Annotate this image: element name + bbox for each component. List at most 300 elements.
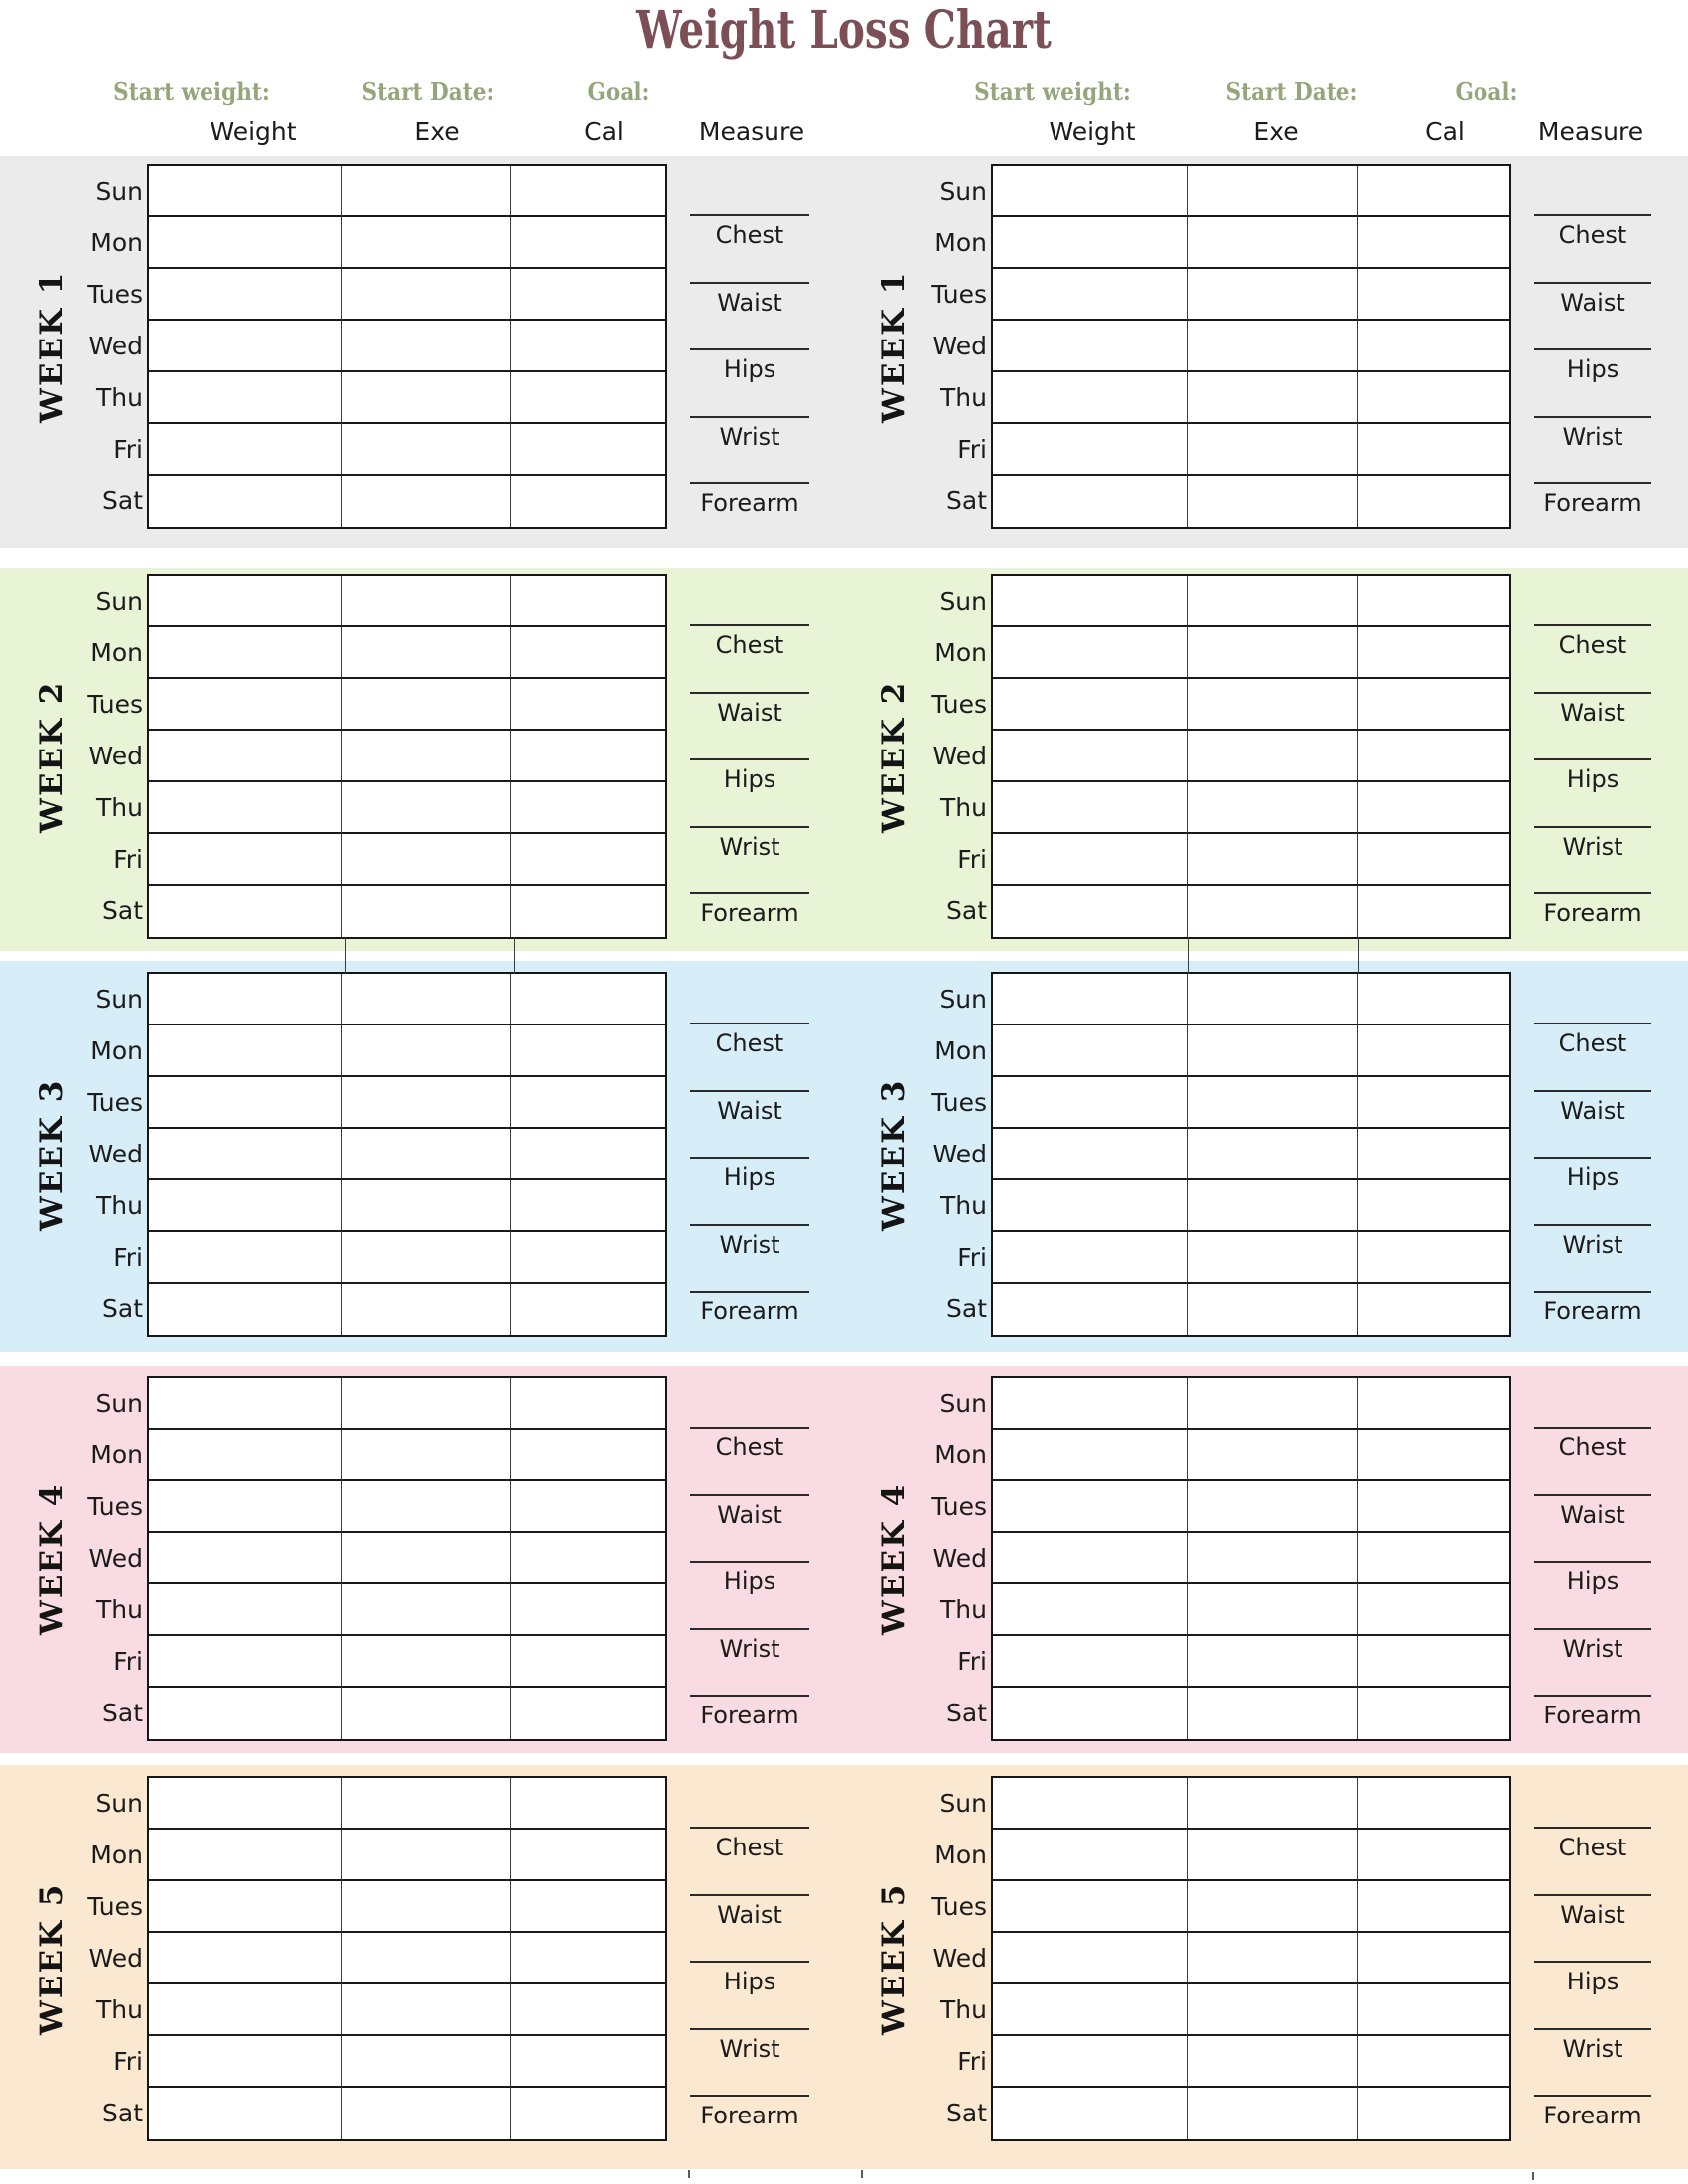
day-label-left: Sat — [102, 2099, 143, 2127]
entry-cell-weight[interactable] — [149, 1830, 342, 1881]
entry-cell-exe[interactable] — [1188, 166, 1358, 217]
entry-cell-cal[interactable] — [511, 974, 665, 1025]
entry-cell-cal[interactable] — [511, 679, 665, 731]
entry-cell-cal[interactable] — [1358, 886, 1510, 937]
entry-cell-exe[interactable] — [342, 1232, 511, 1284]
entry-cell-exe[interactable] — [1188, 1688, 1358, 1739]
entry-cell-cal[interactable] — [511, 834, 665, 886]
entry-cell-exe[interactable] — [1188, 1180, 1358, 1232]
entry-cell-exe[interactable] — [342, 2036, 511, 2088]
entry-cell-cal[interactable] — [1358, 2036, 1510, 2088]
entry-cell-exe[interactable] — [1188, 731, 1358, 782]
measure-line-right[interactable] — [1534, 624, 1651, 626]
measure-line-right[interactable] — [1534, 758, 1651, 760]
entry-cell-weight[interactable] — [993, 1533, 1188, 1584]
entry-cell-exe[interactable] — [1188, 627, 1358, 679]
entry-cell-weight[interactable] — [993, 321, 1188, 372]
week-5-label-right: WEEK 5 — [876, 1882, 912, 2035]
week-4-band — [0, 1366, 1688, 1753]
measure-line-right[interactable] — [1534, 282, 1651, 284]
entry-cell-exe[interactable] — [342, 974, 511, 1025]
entry-cell-weight[interactable] — [149, 1284, 342, 1335]
measure-label-right: Forearm — [1543, 1297, 1642, 1325]
entry-cell-cal[interactable] — [511, 1232, 665, 1284]
entry-cell-cal[interactable] — [1358, 679, 1510, 731]
entry-cell-weight[interactable] — [149, 1430, 342, 1481]
entry-cell-weight[interactable] — [149, 1984, 342, 2036]
entry-cell-exe[interactable] — [1188, 1984, 1358, 2036]
entry-cell-cal[interactable] — [511, 372, 665, 424]
entry-cell-cal[interactable] — [511, 782, 665, 834]
entry-cell-exe[interactable] — [1188, 269, 1358, 321]
entry-cell-exe[interactable] — [1188, 2088, 1358, 2139]
entry-cell-cal[interactable] — [511, 166, 665, 217]
entry-cell-cal[interactable] — [1358, 2088, 1510, 2139]
entry-cell-weight[interactable] — [993, 1180, 1188, 1232]
entry-cell-cal[interactable] — [1358, 1584, 1510, 1636]
entry-cell-cal[interactable] — [1358, 1180, 1510, 1232]
entry-cell-exe[interactable] — [342, 269, 511, 321]
entry-cell-cal[interactable] — [1358, 269, 1510, 321]
entry-cell-weight[interactable] — [149, 1129, 342, 1180]
entry-cell-cal[interactable] — [511, 1881, 665, 1933]
measure-line-left[interactable] — [690, 1023, 809, 1024]
measure-line-left[interactable] — [690, 1961, 809, 1963]
entry-cell-cal[interactable] — [511, 1481, 665, 1533]
entry-cell-cal[interactable] — [511, 2088, 665, 2139]
day-label-left: Fri — [113, 845, 143, 874]
measure-line-right[interactable] — [1534, 1894, 1651, 1896]
measure-line-left[interactable] — [690, 2028, 809, 2030]
entry-cell-weight[interactable] — [149, 627, 342, 679]
entry-cell-weight[interactable] — [149, 1636, 342, 1688]
entry-cell-cal[interactable] — [511, 731, 665, 782]
entry-cell-exe[interactable] — [1188, 679, 1358, 731]
entry-cell-weight[interactable] — [149, 321, 342, 372]
measure-line-left[interactable] — [690, 1695, 809, 1697]
entry-cell-cal[interactable] — [511, 1430, 665, 1481]
measure-line-left[interactable] — [690, 416, 809, 418]
entry-cell-exe[interactable] — [1188, 1284, 1358, 1335]
entry-cell-exe[interactable] — [342, 576, 511, 627]
day-label-left: Thu — [96, 1995, 143, 2024]
measure-line-right[interactable] — [1534, 1090, 1651, 1092]
entry-cell-weight[interactable] — [149, 576, 342, 627]
measure-label-left: Forearm — [700, 489, 799, 517]
day-label-right: Sun — [939, 1389, 987, 1418]
entry-cell-weight[interactable] — [149, 731, 342, 782]
measure-line-left[interactable] — [690, 758, 809, 760]
entry-cell-exe[interactable] — [1188, 782, 1358, 834]
entry-cell-exe[interactable] — [342, 1378, 511, 1430]
day-label-right: Thu — [940, 383, 987, 412]
entry-cell-weight[interactable] — [149, 476, 342, 527]
day-label-right: Mon — [934, 1036, 987, 1065]
day-label-right: Mon — [934, 1440, 987, 1469]
entry-cell-cal[interactable] — [1358, 1778, 1510, 1830]
entry-cell-weight[interactable] — [993, 372, 1188, 424]
entry-cell-cal[interactable] — [511, 1984, 665, 2036]
entry-cell-weight[interactable] — [149, 834, 342, 886]
entry-cell-exe[interactable] — [342, 834, 511, 886]
measure-line-left[interactable] — [690, 692, 809, 694]
entry-cell-weight[interactable] — [149, 886, 342, 937]
measure-line-right[interactable] — [1534, 2095, 1651, 2097]
measure-line-right[interactable] — [1534, 1695, 1651, 1697]
measure-line-right[interactable] — [1534, 1291, 1651, 1293]
entry-cell-exe[interactable] — [342, 1430, 511, 1481]
entry-cell-weight[interactable] — [993, 886, 1188, 937]
measure-line-right[interactable] — [1534, 1827, 1651, 1829]
entry-cell-weight[interactable] — [149, 1180, 342, 1232]
entry-cell-exe[interactable] — [1188, 1025, 1358, 1077]
measure-line-right[interactable] — [1534, 1224, 1651, 1226]
entry-cell-cal[interactable] — [511, 1025, 665, 1077]
day-label-left: Wed — [88, 1140, 143, 1168]
entry-cell-weight[interactable] — [993, 731, 1188, 782]
entry-cell-cal[interactable] — [511, 2036, 665, 2088]
entry-cell-exe[interactable] — [1188, 1933, 1358, 1984]
entry-cell-exe[interactable] — [1188, 1129, 1358, 1180]
day-label-left: Fri — [113, 1243, 143, 1272]
entry-cell-cal[interactable] — [1358, 1933, 1510, 1984]
day-label-right: Wed — [932, 742, 987, 770]
entry-cell-exe[interactable] — [1188, 1636, 1358, 1688]
measure-label-right: Waist — [1560, 1097, 1625, 1125]
entry-cell-weight[interactable] — [993, 217, 1188, 269]
entry-cell-exe[interactable] — [1188, 217, 1358, 269]
entry-cell-exe[interactable] — [1188, 1378, 1358, 1430]
entry-cell-cal[interactable] — [1358, 1378, 1510, 1430]
entry-cell-weight[interactable] — [993, 782, 1188, 834]
entry-cell-exe[interactable] — [342, 1584, 511, 1636]
day-label-right: Sun — [939, 587, 987, 615]
entry-cell-weight[interactable] — [149, 1881, 342, 1933]
entry-cell-weight[interactable] — [993, 1984, 1188, 2036]
entry-cell-weight[interactable] — [993, 1481, 1188, 1533]
entry-cell-exe[interactable] — [342, 1129, 511, 1180]
measure-line-right[interactable] — [1534, 1494, 1651, 1496]
entry-cell-weight[interactable] — [993, 679, 1188, 731]
col-header-measure-right: Measure — [1537, 117, 1644, 146]
entry-cell-exe[interactable] — [1188, 1881, 1358, 1933]
entry-cell-exe[interactable] — [1188, 321, 1358, 372]
entry-cell-weight[interactable] — [993, 1830, 1188, 1881]
entry-cell-exe[interactable] — [342, 1933, 511, 1984]
measure-line-left[interactable] — [690, 892, 809, 894]
entry-cell-cal[interactable] — [1358, 1881, 1510, 1933]
measure-line-left[interactable] — [690, 1090, 809, 1092]
entry-cell-cal[interactable] — [1358, 424, 1510, 476]
entry-cell-weight[interactable] — [149, 424, 342, 476]
entry-cell-weight[interactable] — [993, 269, 1188, 321]
entry-cell-weight[interactable] — [149, 1688, 342, 1739]
measure-line-left[interactable] — [690, 1894, 809, 1896]
entry-cell-weight[interactable] — [993, 424, 1188, 476]
entry-cell-exe[interactable] — [1188, 1077, 1358, 1129]
day-label-right: Thu — [940, 1595, 987, 1624]
entry-cell-cal[interactable] — [511, 1830, 665, 1881]
measure-line-left[interactable] — [690, 1427, 809, 1429]
measure-line-right[interactable] — [1534, 1628, 1651, 1630]
entry-cell-weight[interactable] — [149, 217, 342, 269]
entry-cell-weight[interactable] — [149, 1077, 342, 1129]
entry-cell-weight[interactable] — [993, 1584, 1188, 1636]
entry-cell-weight[interactable] — [149, 974, 342, 1025]
measure-line-right[interactable] — [1534, 2028, 1651, 2030]
entry-cell-cal[interactable] — [1358, 1025, 1510, 1077]
measure-line-left[interactable] — [690, 624, 809, 626]
start-date-label-left: Start Date: — [361, 77, 494, 106]
entry-cell-cal[interactable] — [1358, 782, 1510, 834]
entry-cell-exe[interactable] — [342, 1984, 511, 2036]
entry-cell-exe[interactable] — [342, 166, 511, 217]
entry-cell-exe[interactable] — [1188, 974, 1358, 1025]
entry-cell-exe[interactable] — [342, 424, 511, 476]
entry-cell-cal[interactable] — [1358, 1533, 1510, 1584]
day-label-right: Wed — [932, 1140, 987, 1168]
measure-label-right: Hips — [1566, 1568, 1619, 1595]
entry-cell-cal[interactable] — [511, 886, 665, 937]
entry-cell-cal[interactable] — [1358, 576, 1510, 627]
measure-label-right: Waist — [1560, 1501, 1625, 1529]
entry-cell-exe[interactable] — [1188, 424, 1358, 476]
entry-cell-weight[interactable] — [149, 782, 342, 834]
measure-label-right: Waist — [1560, 699, 1625, 727]
entry-cell-weight[interactable] — [993, 1077, 1188, 1129]
measure-line-left[interactable] — [690, 214, 809, 216]
entry-cell-cal[interactable] — [511, 1077, 665, 1129]
entry-cell-weight[interactable] — [993, 834, 1188, 886]
entry-cell-cal[interactable] — [1358, 476, 1510, 527]
measure-label-right: Chest — [1558, 631, 1627, 659]
entry-cell-weight[interactable] — [993, 1636, 1188, 1688]
entry-cell-cal[interactable] — [511, 1584, 665, 1636]
day-label-right: Thu — [940, 1995, 987, 2024]
entry-cell-weight[interactable] — [993, 1430, 1188, 1481]
measure-line-right[interactable] — [1534, 826, 1651, 828]
entry-cell-exe[interactable] — [1188, 2036, 1358, 2088]
entry-cell-weight[interactable] — [149, 166, 342, 217]
entry-cell-exe[interactable] — [1188, 476, 1358, 527]
entry-cell-cal[interactable] — [511, 1778, 665, 1830]
entry-cell-exe[interactable] — [1188, 1830, 1358, 1881]
measure-line-right[interactable] — [1534, 482, 1651, 484]
entry-cell-cal[interactable] — [1358, 834, 1510, 886]
measure-line-left[interactable] — [690, 2095, 809, 2097]
entry-cell-cal[interactable] — [1358, 217, 1510, 269]
entry-cell-cal[interactable] — [511, 476, 665, 527]
entry-cell-weight[interactable] — [993, 2036, 1188, 2088]
entry-cell-exe[interactable] — [342, 679, 511, 731]
week-3-label-left: WEEK 3 — [34, 1078, 70, 1231]
entry-cell-exe[interactable] — [342, 1636, 511, 1688]
entry-cell-weight[interactable] — [993, 627, 1188, 679]
day-label-right: Sat — [946, 486, 987, 515]
entry-cell-weight[interactable] — [149, 1533, 342, 1584]
measure-label-right: Hips — [1566, 765, 1619, 793]
entry-cell-weight[interactable] — [149, 2088, 342, 2139]
entry-cell-exe[interactable] — [342, 627, 511, 679]
entry-cell-weight[interactable] — [149, 1232, 342, 1284]
entry-cell-cal[interactable] — [511, 1533, 665, 1584]
entry-cell-cal[interactable] — [511, 424, 665, 476]
entry-cell-cal[interactable] — [1358, 166, 1510, 217]
entry-cell-cal[interactable] — [1358, 731, 1510, 782]
measure-line-left[interactable] — [690, 482, 809, 484]
measure-line-left[interactable] — [690, 1157, 809, 1159]
entry-cell-exe[interactable] — [1188, 1533, 1358, 1584]
measure-line-right[interactable] — [1534, 1157, 1651, 1159]
entry-cell-cal[interactable] — [1358, 1481, 1510, 1533]
entry-cell-exe[interactable] — [342, 731, 511, 782]
day-label-left: Mon — [90, 1440, 143, 1469]
entry-cell-cal[interactable] — [1358, 1688, 1510, 1739]
entry-cell-cal[interactable] — [511, 321, 665, 372]
measure-line-left[interactable] — [690, 1291, 809, 1293]
col-header-weight-right: Weight — [1049, 117, 1136, 146]
entry-cell-weight[interactable] — [993, 1129, 1188, 1180]
entry-cell-cal[interactable] — [511, 1933, 665, 1984]
measure-line-left[interactable] — [690, 348, 809, 350]
entry-cell-exe[interactable] — [342, 1284, 511, 1335]
entry-cell-exe[interactable] — [1188, 1232, 1358, 1284]
entry-cell-cal[interactable] — [511, 217, 665, 269]
week-5-band — [0, 1765, 1688, 2169]
week-1-table-right — [991, 164, 1511, 529]
entry-cell-cal[interactable] — [1358, 974, 1510, 1025]
measure-line-left[interactable] — [690, 1224, 809, 1226]
measure-line-left[interactable] — [690, 1827, 809, 1829]
entry-cell-cal[interactable] — [1358, 1830, 1510, 1881]
entry-cell-exe[interactable] — [342, 2088, 511, 2139]
entry-cell-exe[interactable] — [1188, 834, 1358, 886]
measure-line-right[interactable] — [1534, 214, 1651, 216]
measure-line-right[interactable] — [1534, 1427, 1651, 1429]
measure-line-left[interactable] — [690, 1561, 809, 1563]
entry-cell-exe[interactable] — [342, 321, 511, 372]
day-label-left: Sat — [102, 896, 143, 925]
entry-cell-weight[interactable] — [993, 1232, 1188, 1284]
column-divider-artifact — [1358, 937, 1359, 974]
entry-cell-weight[interactable] — [149, 269, 342, 321]
entry-cell-weight[interactable] — [993, 974, 1188, 1025]
measure-label-right: Waist — [1560, 289, 1625, 317]
entry-cell-exe[interactable] — [1188, 576, 1358, 627]
entry-cell-exe[interactable] — [342, 782, 511, 834]
measure-line-right[interactable] — [1534, 692, 1651, 694]
measure-line-right[interactable] — [1534, 1561, 1651, 1563]
entry-cell-cal[interactable] — [511, 1284, 665, 1335]
measure-label-right: Chest — [1558, 1029, 1627, 1057]
entry-cell-exe[interactable] — [1188, 1430, 1358, 1481]
entry-cell-weight[interactable] — [993, 1778, 1188, 1830]
entry-cell-cal[interactable] — [511, 1180, 665, 1232]
entry-cell-cal[interactable] — [1358, 1984, 1510, 2036]
entry-cell-cal[interactable] — [511, 1636, 665, 1688]
entry-cell-exe[interactable] — [1188, 1481, 1358, 1533]
entry-cell-cal[interactable] — [511, 627, 665, 679]
entry-cell-exe[interactable] — [342, 1180, 511, 1232]
entry-cell-weight[interactable] — [993, 576, 1188, 627]
entry-cell-weight[interactable] — [993, 1933, 1188, 1984]
measure-line-left[interactable] — [690, 1628, 809, 1630]
entry-cell-exe[interactable] — [1188, 1584, 1358, 1636]
entry-cell-weight[interactable] — [993, 1284, 1188, 1335]
day-label-left: Mon — [90, 1841, 143, 1869]
measure-line-left[interactable] — [690, 1494, 809, 1496]
entry-cell-weight[interactable] — [993, 476, 1188, 527]
entry-cell-exe[interactable] — [1188, 1778, 1358, 1830]
entry-cell-cal[interactable] — [511, 576, 665, 627]
entry-cell-exe[interactable] — [342, 1077, 511, 1129]
entry-cell-exe[interactable] — [342, 1830, 511, 1881]
entry-cell-cal[interactable] — [1358, 627, 1510, 679]
measure-line-left[interactable] — [690, 826, 809, 828]
entry-cell-exe[interactable] — [342, 886, 511, 937]
entry-cell-exe[interactable] — [342, 1025, 511, 1077]
entry-cell-exe[interactable] — [342, 1881, 511, 1933]
entry-cell-weight[interactable] — [149, 679, 342, 731]
day-label-right: Fri — [957, 1243, 987, 1272]
entry-cell-cal[interactable] — [1358, 1232, 1510, 1284]
entry-cell-weight[interactable] — [149, 372, 342, 424]
day-label-left: Wed — [88, 1544, 143, 1572]
entry-cell-cal[interactable] — [1358, 1077, 1510, 1129]
entry-cell-weight[interactable] — [993, 166, 1188, 217]
entry-cell-cal[interactable] — [1358, 1129, 1510, 1180]
entry-cell-cal[interactable] — [511, 269, 665, 321]
entry-cell-cal[interactable] — [1358, 1284, 1510, 1335]
entry-cell-weight[interactable] — [149, 2036, 342, 2088]
entry-cell-weight[interactable] — [149, 1933, 342, 1984]
entry-cell-cal[interactable] — [1358, 1636, 1510, 1688]
measure-line-right[interactable] — [1534, 1023, 1651, 1024]
measure-line-right[interactable] — [1534, 348, 1651, 350]
measure-line-right[interactable] — [1534, 416, 1651, 418]
entry-cell-weight[interactable] — [149, 1025, 342, 1077]
entry-cell-exe[interactable] — [342, 1778, 511, 1830]
entry-cell-weight[interactable] — [993, 1378, 1188, 1430]
entry-cell-cal[interactable] — [1358, 321, 1510, 372]
entry-cell-cal[interactable] — [1358, 1430, 1510, 1481]
entry-cell-weight[interactable] — [149, 1378, 342, 1430]
col-header-measure-left: Measure — [698, 117, 805, 146]
measure-line-left[interactable] — [690, 282, 809, 284]
entry-cell-weight[interactable] — [149, 1584, 342, 1636]
entry-cell-exe[interactable] — [342, 372, 511, 424]
entry-cell-cal[interactable] — [511, 1129, 665, 1180]
measure-line-right[interactable] — [1534, 1961, 1651, 1963]
entry-cell-exe[interactable] — [1188, 372, 1358, 424]
measure-line-right[interactable] — [1534, 892, 1651, 894]
entry-cell-weight[interactable] — [993, 1881, 1188, 1933]
entry-cell-weight[interactable] — [993, 1025, 1188, 1077]
entry-cell-exe[interactable] — [342, 217, 511, 269]
entry-cell-exe[interactable] — [342, 1533, 511, 1584]
entry-cell-exe[interactable] — [342, 476, 511, 527]
entry-cell-weight[interactable] — [993, 1688, 1188, 1739]
entry-cell-cal[interactable] — [511, 1688, 665, 1739]
entry-cell-weight[interactable] — [149, 1481, 342, 1533]
entry-cell-weight[interactable] — [149, 1778, 342, 1830]
entry-cell-exe[interactable] — [342, 1688, 511, 1739]
entry-cell-exe[interactable] — [1188, 886, 1358, 937]
entry-cell-weight[interactable] — [993, 2088, 1188, 2139]
entry-cell-exe[interactable] — [342, 1481, 511, 1533]
entry-cell-cal[interactable] — [511, 1378, 665, 1430]
entry-cell-cal[interactable] — [1358, 372, 1510, 424]
